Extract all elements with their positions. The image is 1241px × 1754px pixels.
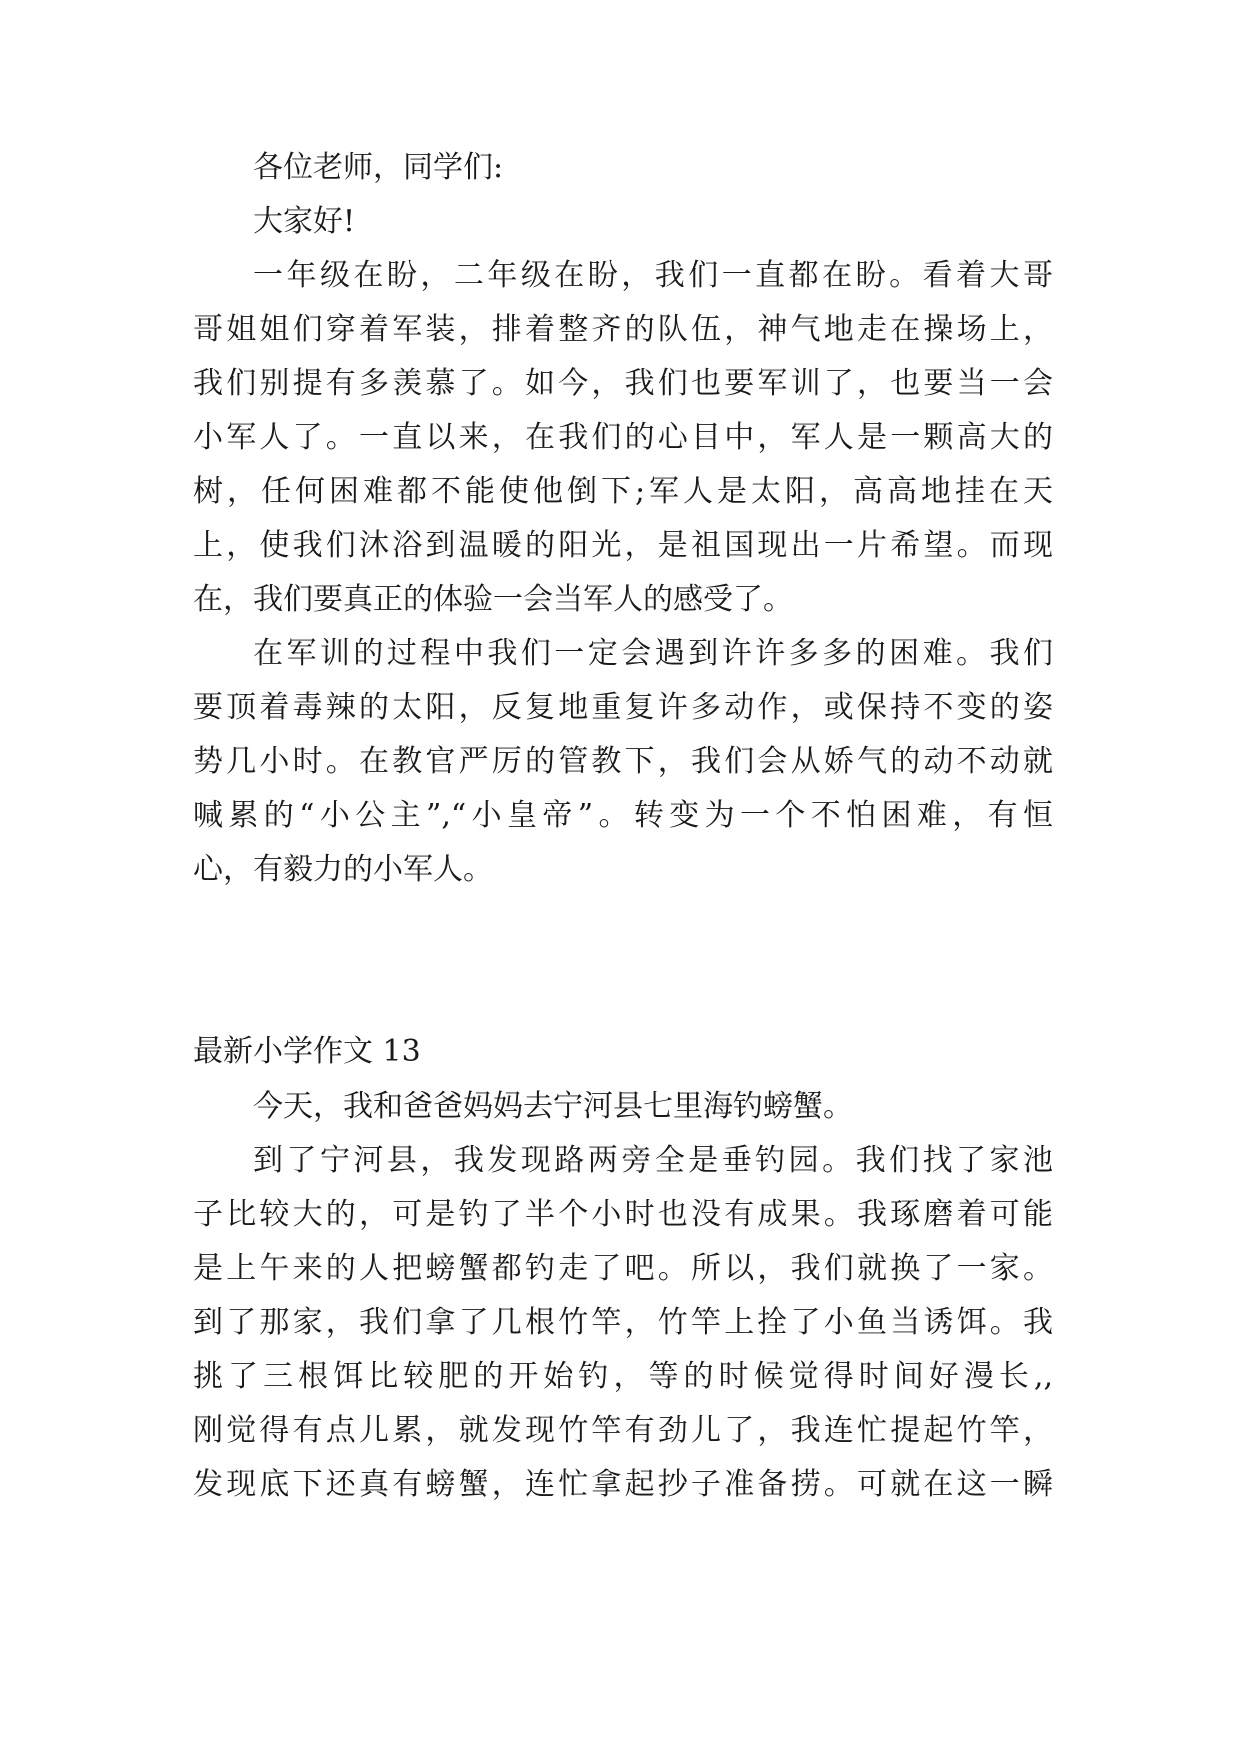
speech-paragraph1-line: 在，我们要真正的体验一会当军人的感受了。 bbox=[193, 582, 793, 617]
speech-greeting: 大家好! bbox=[253, 204, 356, 239]
essay-paragraph2-line: 子比较大的，可是钓了半个小时也没有成果。我琢磨着可能 bbox=[193, 1197, 1053, 1232]
speech-paragraph1-line: 一年级在盼，二年级在盼，我们一直都在盼。看着大哥 bbox=[253, 258, 1053, 293]
speech-paragraph2-line: 势几小时。在教官严厉的管教下，我们会从娇气的动不动就 bbox=[193, 744, 1053, 779]
essay-paragraph2-line: 挑了三根饵比较肥的开始钓，等的时候觉得时间好漫长,, bbox=[193, 1359, 1053, 1394]
speech-paragraph2-line: 喊累的“小公主”,“小皇帝”。转变为一个不怕困难，有恒 bbox=[193, 798, 1053, 833]
essay-paragraph2-line: 到了宁河县，我发现路两旁全是垂钓园。我们找了家池 bbox=[253, 1143, 1053, 1178]
essay-title: 最新小学作文 13 bbox=[193, 1034, 421, 1069]
speech-paragraph1-line: 树，任何困难都不能使他倒下;军人是太阳，高高地挂在天 bbox=[193, 474, 1053, 509]
essay-paragraph2-line: 到了那家，我们拿了几根竹竿，竹竿上拴了小鱼当诱饵。我 bbox=[193, 1305, 1053, 1340]
speech-paragraph2-line: 要顶着毒辣的太阳，反复地重复许多动作，或保持不变的姿 bbox=[193, 690, 1053, 725]
speech-paragraph2-line: 心，有毅力的小军人。 bbox=[193, 852, 493, 887]
speech-salutation: 各位老师，同学们: bbox=[253, 150, 504, 185]
speech-paragraph2-line: 在军训的过程中我们一定会遇到许许多多的困难。我们 bbox=[253, 636, 1053, 671]
essay-paragraph1: 今天，我和爸爸妈妈去宁河县七里海钓螃蟹。 bbox=[253, 1089, 853, 1124]
speech-paragraph1-line: 哥姐姐们穿着军装，排着整齐的队伍，神气地走在操场上， bbox=[193, 312, 1053, 347]
speech-paragraph1-line: 小军人了。一直以来，在我们的心目中，军人是一颗高大的 bbox=[193, 420, 1053, 455]
essay-paragraph2-line: 刚觉得有点儿累，就发现竹竿有劲儿了，我连忙提起竹竿， bbox=[193, 1413, 1053, 1448]
essay-paragraph2-line: 是上午来的人把螃蟹都钓走了吧。所以，我们就换了一家。 bbox=[193, 1251, 1053, 1286]
essay-paragraph2-line: 发现底下还真有螃蟹，连忙拿起抄子准备捞。可就在这一瞬 bbox=[193, 1467, 1053, 1502]
speech-paragraph1-line: 我们别提有多羡慕了。如今，我们也要军训了，也要当一会 bbox=[193, 366, 1053, 401]
speech-paragraph1-line: 上，使我们沐浴到温暖的阳光，是祖国现出一片希望。而现 bbox=[193, 528, 1053, 563]
